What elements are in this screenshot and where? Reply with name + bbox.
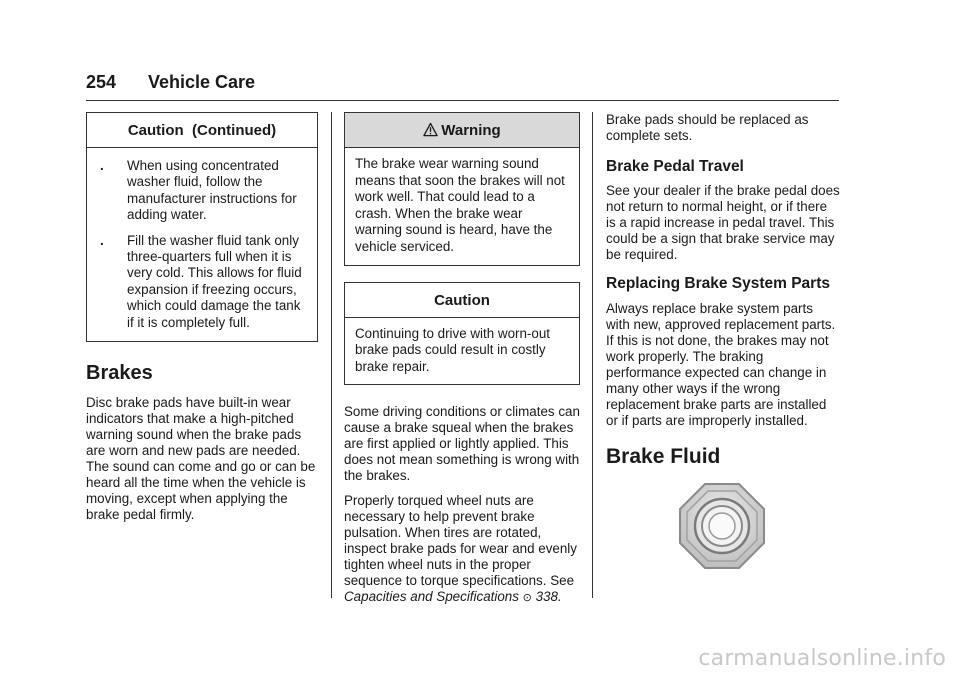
brake-fluid-heading: Brake Fluid [606,445,721,468]
brake-fluid-reservoir-cap-icon [678,482,766,570]
brakes-paragraph: Disc brake pads have built-in wear indicators that make a high-pitched warning sound when the brake pads are worn and new pads are needed. The sound can come and go or can be heard all the time when the vehicle is moving, except when applying the brake pedal firmly. [86,395,316,523]
column-1 [86,112,318,523]
warning-text: The brake wear warning sound means that soon the brakes will not work well. That could lead to a crash. When the brake wear warning sound is heard, have the vehicle serviced. [355,156,565,254]
watermark-text: carmanualsonline.info [698,646,946,671]
column-2 [344,112,580,606]
caution-box [344,282,580,386]
bullet-item [97,158,307,224]
capacities-specifications-link[interactable]: Capacities and Specifications [344,589,519,605]
column-divider-2 [592,112,593,598]
brakes-heading: Brakes [86,362,153,385]
brake-squeal-paragraph: Some driving conditions or climates can cause a brake squeal when the brakes are first applied or lightly applied. This does not mean something is wrong with the brakes. [344,404,580,484]
caution-continued-box [86,112,318,342]
bullet-item [97,233,307,331]
column-divider-1 [331,112,332,598]
caution-text: Continuing to drive with worn-out brake pads could result in costly brake repair. [355,325,551,374]
wheel-nuts-paragraph [344,493,580,606]
bullet-marker: . [100,158,104,173]
brake-pedal-travel-paragraph: See your dealer if the brake pedal does not return to normal height, or if there is a rapid increase in pedal travel. This could be a sign that brake service may be required. [606,183,840,262]
bullet-text: When using concentrated washer fluid, follow the manufacturer instructions for adding water. [127,158,297,223]
bullet-text: Fill the washer fluid tank only three-quarters full when it is very cold. This allows for fluid expansion if freezing occurs, which could damage the tank if it is completely full. [127,232,302,330]
page-reference-icon: ⊙ [522,592,532,605]
warning-title: Warning [441,122,501,139]
replacing-parts-paragraph: Always replace brake system parts with new, approved replacement parts. If this is not done, the brakes may not work properly. The braking performance expected can change in many other ways if the wrong replacement brake parts are installed or if parts are improperly installed. [606,301,836,428]
page-number: 254 [86,72,117,92]
caution-title: Caution [345,283,579,318]
bullet-marker: . [100,232,104,248]
wheel-nuts-text: Properly torqued wheel nuts are necessary to help prevent brake pulsation. When tires are rotated, inspect brake pads for wear and evenly tighten wheel nuts in the proper sequence to torque specifications. See [344,493,577,589]
page-reference-number[interactable]: 338. [531,589,562,605]
replace-sets-paragraph: Brake pads should be replaced as complete sets. [606,112,809,143]
page-header [86,70,839,101]
brake-pedal-travel-heading: Brake Pedal Travel [606,158,744,175]
warning-box [344,112,580,266]
replacing-parts-heading: Replacing Brake System Parts [606,275,830,292]
caution-continued-title: Caution (Continued) [87,113,317,148]
warning-triangle-icon [423,122,438,137]
warning-header [345,113,579,148]
column-3 [606,112,840,469]
page-title: Vehicle Care [148,72,256,92]
